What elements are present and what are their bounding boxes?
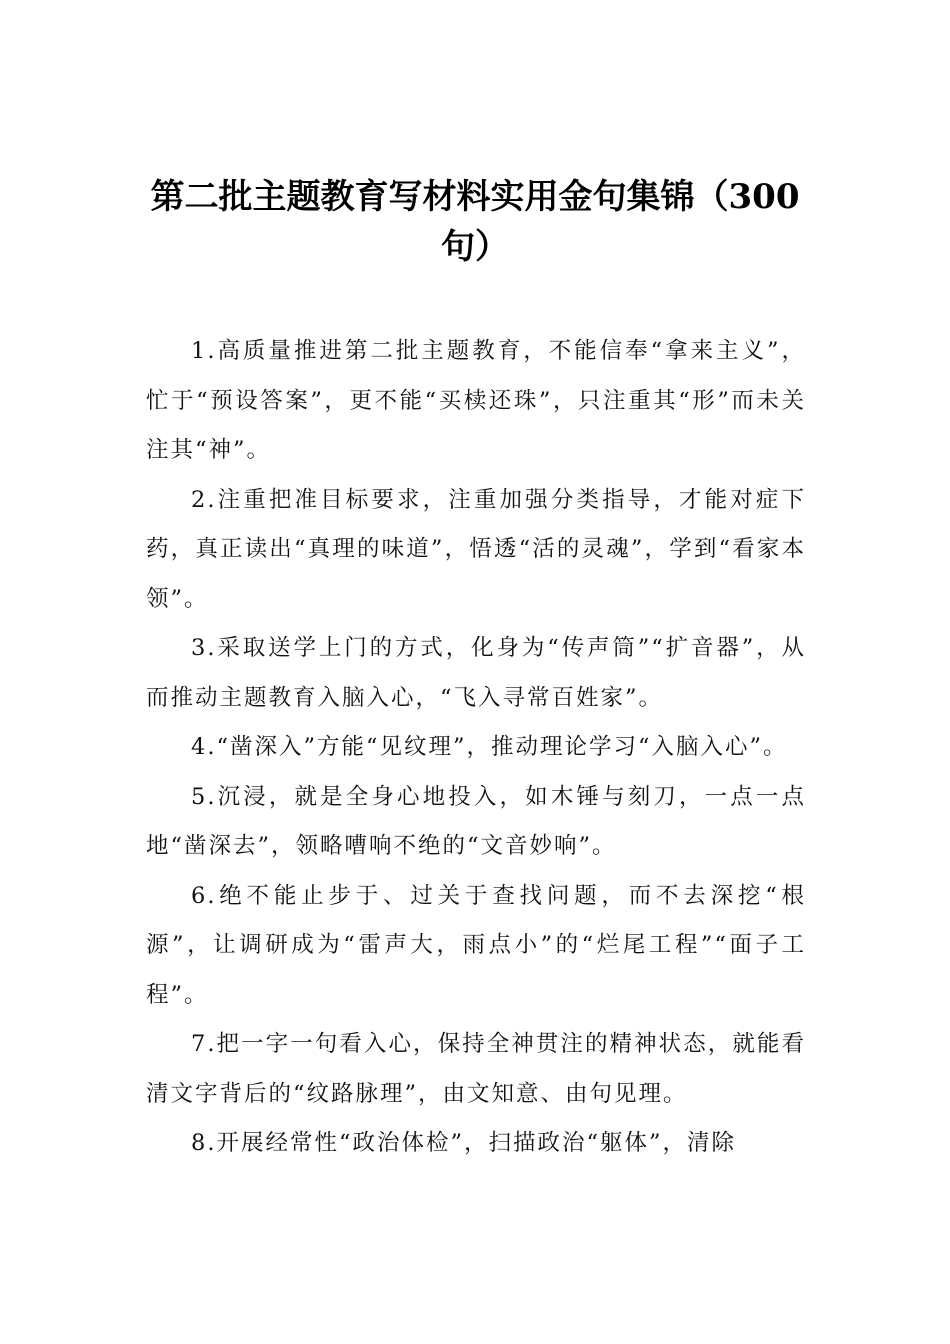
- document-title: 第二批主题教育写材料实用金句集锦（300句）: [150, 177, 800, 267]
- document-body: [146, 327, 806, 1169]
- paragraph-3: 3.采取送学上门的方式，化身为“传声筒”“扩音器”，从而推动主题教育入脑入心，“飞入寻常百姓家”。: [146, 635, 806, 711]
- paragraph-7: 7.把一字一句看入心，保持全神贯注的精神状态，就能看清文字背后的“纹路脉理”，由文知意、由句见理。: [146, 1031, 806, 1107]
- paragraph-5: 5.沉浸，就是全身心地投入，如木锤与刻刀，一点一点地“凿深去”，领略嘈响不绝的“文音妙响”。: [146, 783, 806, 859]
- paragraph-8: 8.开展经常性“政治体检”，扫描政治“躯体”，清除: [191, 1130, 736, 1156]
- paragraph-1: 1.高质量推进第二批主题教育，不能信奉“拿来主义”，忙于“预设答案”，更不能“买椟还珠”，只注重其“形”而未关注其“神”。: [146, 338, 806, 463]
- paragraph-6: 6.绝不能止步于、过关于查找问题，而不去深挖“根源”，让调研成为“雷声大，雨点小”的“烂尾工程”“面子工程”。: [146, 882, 806, 1008]
- paragraph-4: 4.“凿深入”方能“见纹理”，推动理论学习“入脑入心”。: [191, 734, 788, 760]
- paragraph-2: 2.注重把准目标要求，注重加强分类指导，才能对症下药，真正读出“真理的味道”，悟透“活的灵魂”，学到“看家本领”。: [146, 486, 806, 612]
